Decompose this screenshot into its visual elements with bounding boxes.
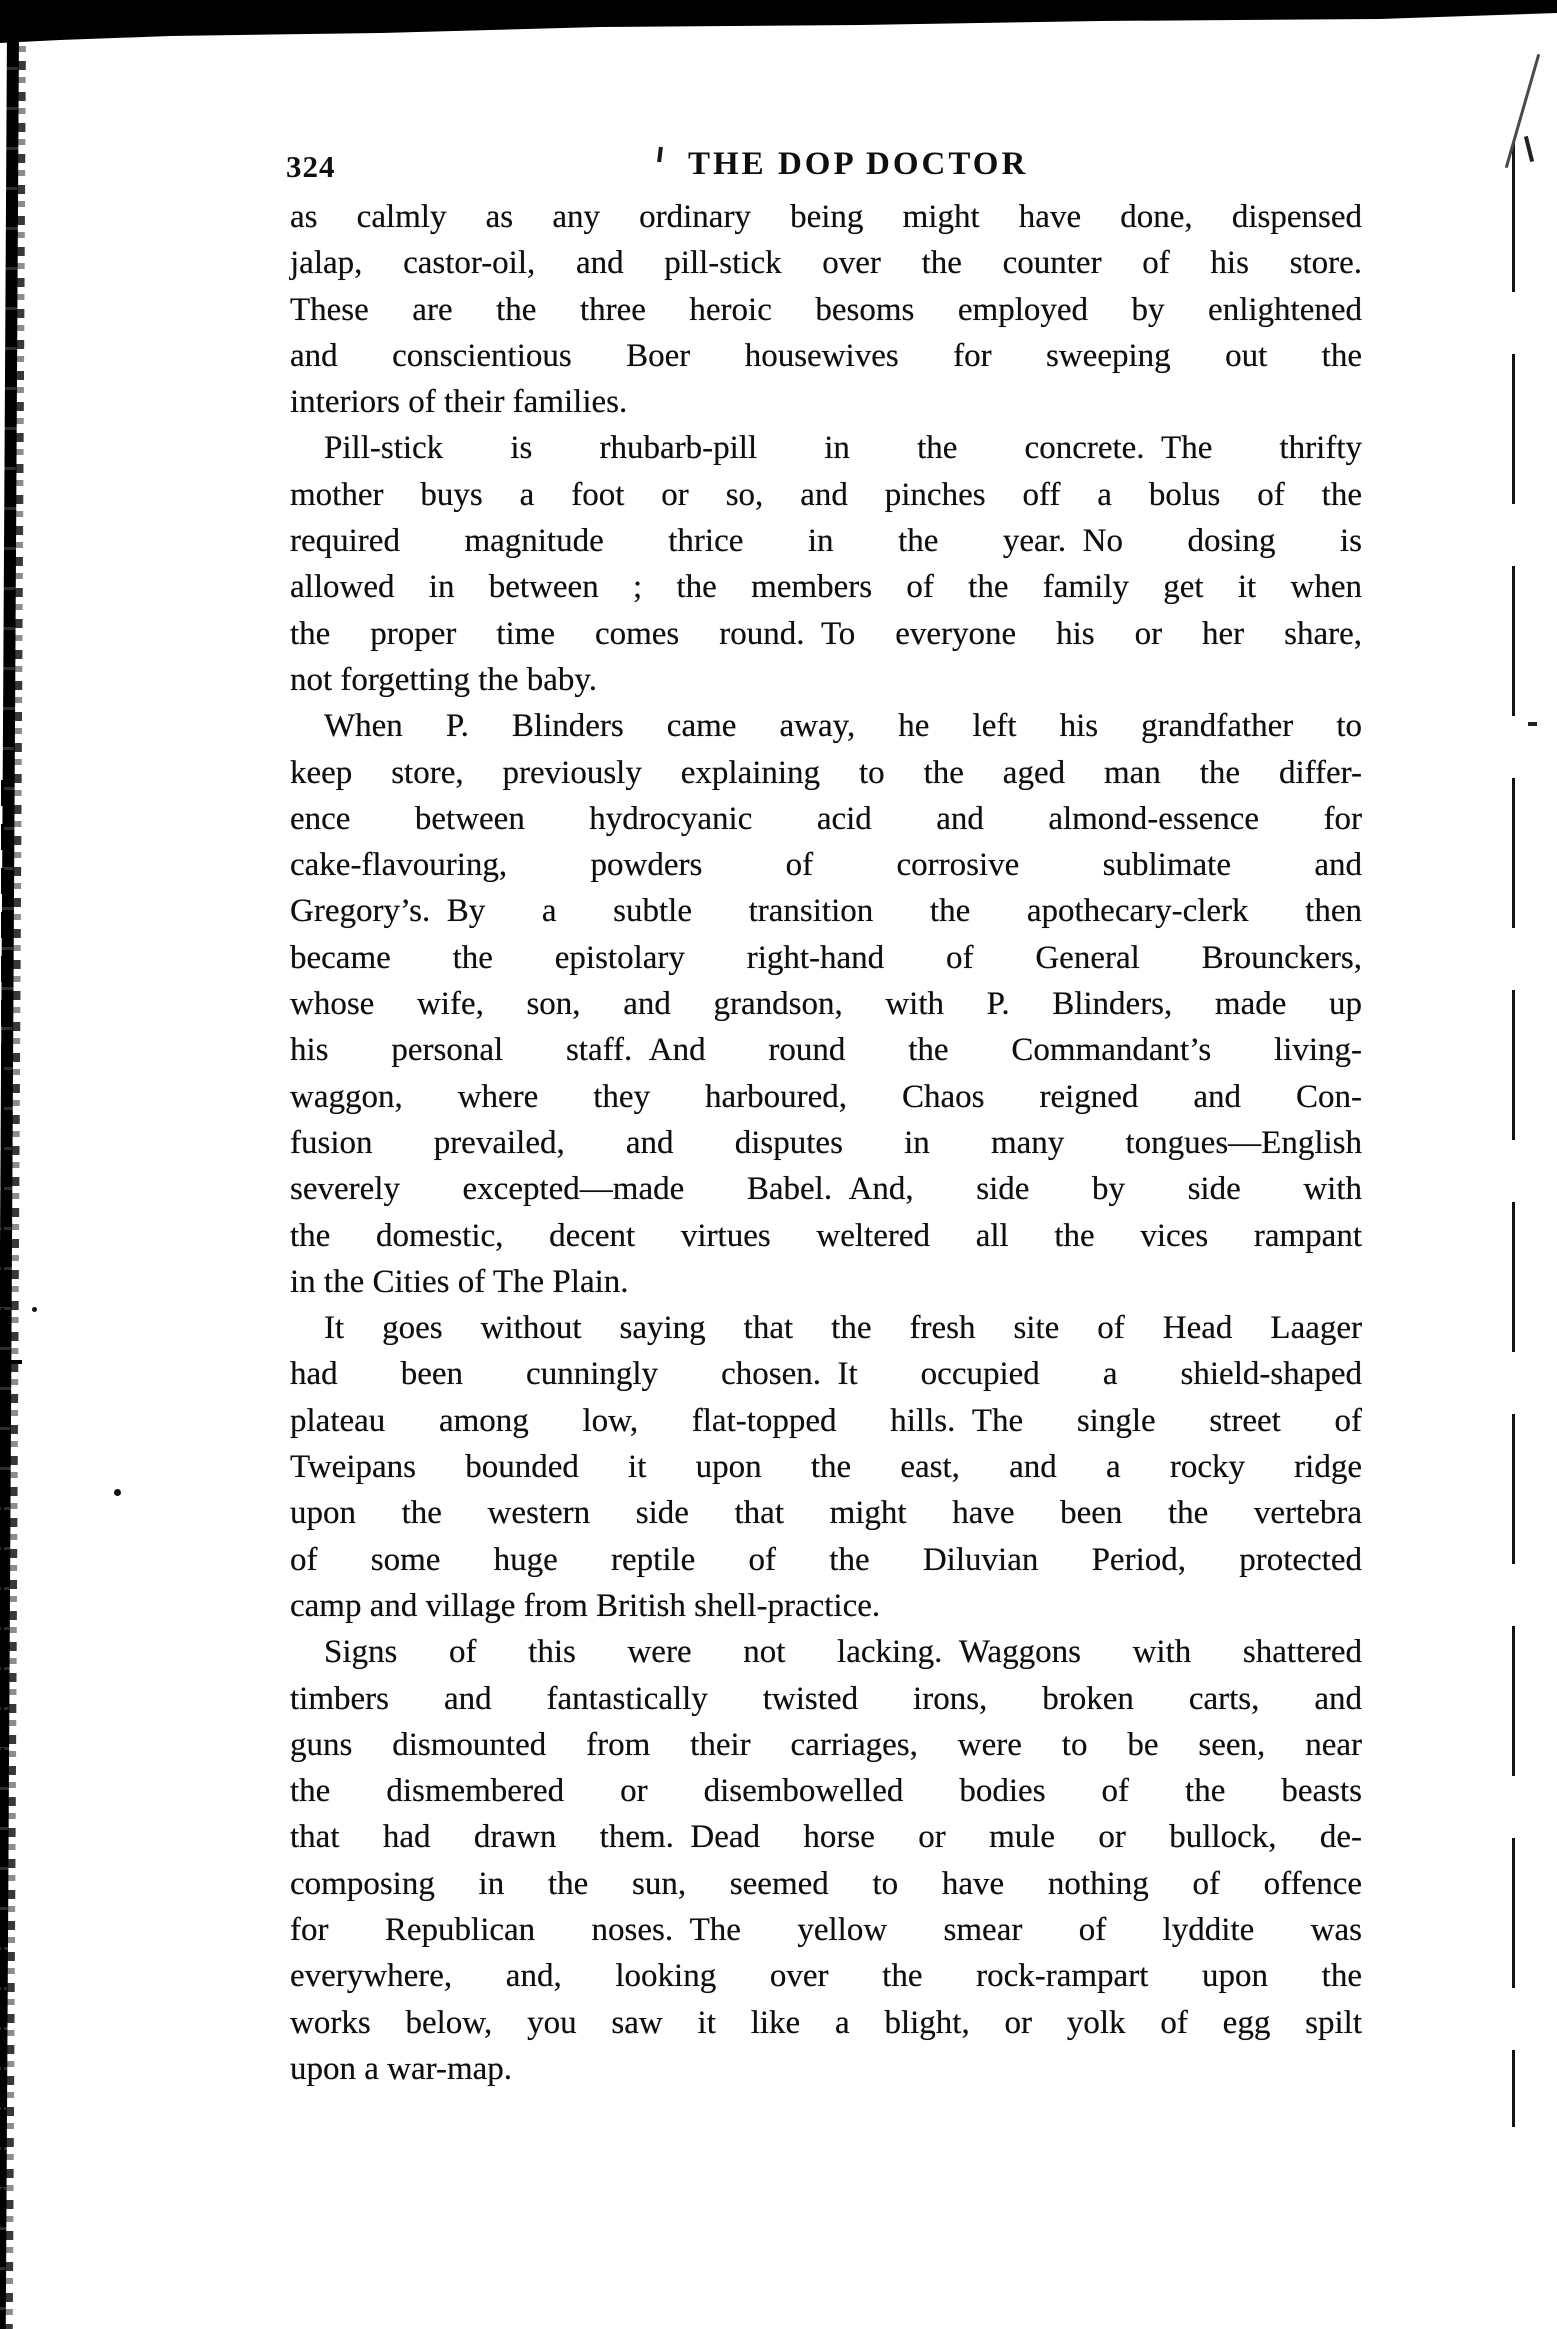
- text-line: fusion prevailed, and disputes in many tongues—English: [290, 1124, 1362, 1161]
- text-line: ence between hydrocyanic acid and almond-essence for: [290, 800, 1362, 837]
- text-line: cake-flavouring, powders of corrosive sublimate and: [290, 847, 1362, 884]
- text-line: required magnitude thrice in the year. No dosing is: [290, 523, 1362, 560]
- text-line: camp and village from British shell-practice.: [290, 1587, 881, 1624]
- text-line: not forgetting the baby.: [290, 661, 598, 698]
- text-line: had been cunningly chosen. It occupied a shield-shaped: [290, 1356, 1362, 1393]
- text-line: allowed in between ; the members of the family get it when: [290, 569, 1362, 606]
- text-line: upon the western side that might have been the vertebra: [290, 1495, 1362, 1532]
- scan-left-outer-dash-line: [1, 780, 4, 2329]
- text-line: Tweipans bounded it upon the east, and a rocky ridge: [290, 1449, 1362, 1486]
- scan-header-stray-mark: [657, 147, 663, 162]
- scan-corner-scratch-tick: [1524, 136, 1534, 162]
- scan-ink-speck: [1528, 722, 1537, 726]
- text-line: guns dismounted from their carriages, were to be seen, near: [290, 1726, 1362, 1763]
- scan-ink-speck: [32, 1307, 37, 1312]
- text-line: in the Cities of The Plain.: [290, 1263, 629, 1300]
- text-line: his personal staff. And round the Commandant’s living-: [290, 1032, 1362, 1069]
- text-line: as calmly as any ordinary being might have done, dispensed: [290, 199, 1362, 235]
- text-line: interiors of their families.: [290, 384, 628, 421]
- text-line: of some huge reptile of the Diluvian Period, protected: [290, 1541, 1362, 1578]
- text-line: mother buys a foot or so, and pinches off a bolus of the: [290, 476, 1362, 513]
- text-line: timbers and fantastically twisted irons, broken carts, and: [290, 1680, 1362, 1717]
- text-line: composing in the sun, seemed to have nothing of offence: [290, 1865, 1362, 1902]
- text-line: became the epistolary right-hand of General Brounckers,: [290, 939, 1362, 976]
- text-line: everywhere, and, looking over the rock-rampart upon the: [290, 1958, 1362, 1995]
- text-line: the domestic, decent virtues weltered all the vices rampant: [290, 1217, 1362, 1254]
- text-line: waggon, where they harboured, Chaos reigned and Con-: [290, 1078, 1362, 1115]
- page-number: 324: [286, 149, 336, 184]
- text-line: jalap, castor-oil, and pill-stick over the counter of his store.: [290, 245, 1362, 282]
- text-line: whose wife, son, and grandson, with P. Blinders, made up: [290, 986, 1362, 1023]
- text-line: It goes without saying that the fresh site of Head Laager: [324, 1310, 1362, 1347]
- scan-left-margin-tick: [0, 1360, 22, 1364]
- scan-ink-speck: [114, 1489, 121, 1496]
- text-line: the dismembered or disembowelled bodies of the beasts: [290, 1773, 1362, 1810]
- text-line: keep store, previously explaining to the aged man the differ-: [290, 754, 1362, 791]
- text-line: When P. Blinders came away, he left his grandfather to: [324, 708, 1362, 745]
- scan-right-margin-broken-line: [1512, 142, 1515, 2127]
- page-header-title: THE DOP DOCTOR: [688, 146, 1029, 182]
- text-line: and conscientious Boer housewives for sweeping out the: [290, 337, 1362, 374]
- text-line: Gregory’s. By a subtle transition the apothecary-clerk then: [290, 893, 1362, 930]
- text-line: works below, you saw it like a blight, or yolk of egg spilt: [290, 2004, 1362, 2041]
- scan-corner-scratch-mark: [1505, 54, 1540, 168]
- scan-top-ink-band: [0, 0, 1557, 46]
- text-line: Signs of this were not lacking. Waggons with shattered: [324, 1634, 1362, 1671]
- text-line: upon a war-map.: [290, 2050, 513, 2087]
- text-line: plateau among low, flat-topped hills. The single street of: [290, 1402, 1362, 1439]
- text-line: for Republican noses. The yellow smear of lyddite was: [290, 1911, 1362, 1948]
- text-line: the proper time comes round. To everyone his or her share,: [290, 615, 1362, 652]
- text-line: These are the three heroic besoms employed by enlightened: [290, 291, 1362, 328]
- body-text-block: [290, 194, 1362, 2092]
- text-line: that had drawn them. Dead horse or mule or bullock, de-: [290, 1819, 1362, 1856]
- text-line: Pill-stick is rhubarb-pill in the concrete. The thrifty: [324, 430, 1362, 467]
- text-line: severely excepted—made Babel. And, side by side with: [290, 1171, 1362, 1208]
